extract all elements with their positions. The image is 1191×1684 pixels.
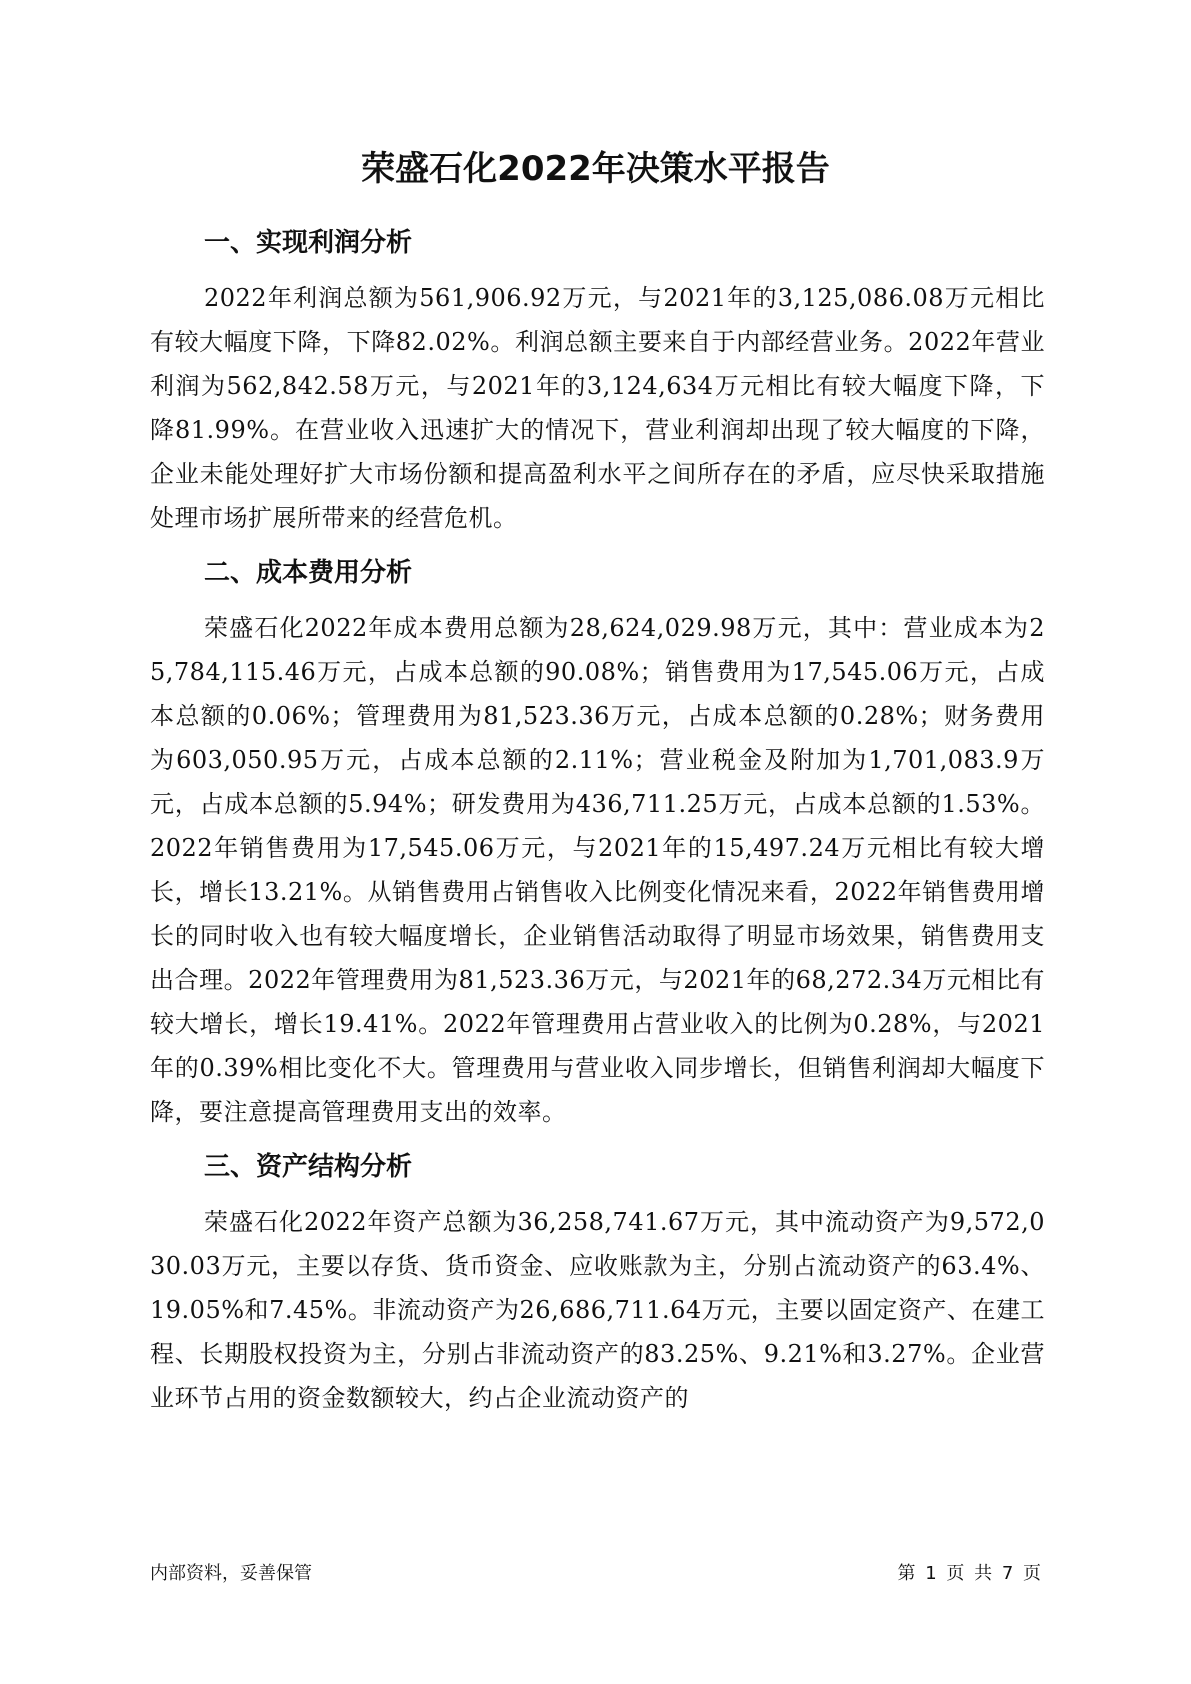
section-heading-profit: 一、实现利润分析 bbox=[204, 228, 413, 258]
footer-confidential-note: 内部资料，妥善保管 bbox=[150, 1563, 312, 1584]
section-paragraph-profit: 2022年利润总额为561,906.92万元，与2021年的3,125,086.08万元相比有较大幅度下降，下降82.02%。利润总额主要来自于内部经营业务。2022年营业利润为562,842.58万元，与2021年的3,124,634万元相比有较大幅度下降，下降81.99%。在营业收入迅速扩大的情况下，营业利润却出现了较大幅度的下降，企业未能处理好扩大市场份额和提高盈利水平之间所存在的矛盾，应尽快采取措施处理市场扩展所带来的经营危机。 bbox=[150, 284, 1045, 532]
section-heading-cost: 二、成本费用分析 bbox=[204, 558, 413, 588]
footer-page-number: 第 1 页 共 7 页 bbox=[897, 1563, 1041, 1584]
section-paragraph-cost: 荣盛石化2022年成本费用总额为28,624,029.98万元，其中：营业成本为25,784,115.46万元，占成本总额的90.08%；销售费用为17,545.06万元，占成本总额的0.06%；管理费用为81,523.36万元，占成本总额的0.28%；财务费用为603,050.95万元，占成本总额的2.11%；营业税金及附加为1,701,083.9万元，占成本总额的5.94%；研发费用为436,711.25万元，占成本总额的1.53%。2022年销售费用为17,545.06万元，与2021年的15,497.24万元相比有较大增长，增长13.21%。从销售费用占销售收入比例变化情况来看，2022年销售费用增长的同时收入也有较大幅度增长，企业销售活动取得了明显市场效果，销售费用支出合理。2022年管理费用为81,523.36万元，与2021年的68,272.34万元相比有较大增长，增长19.41%。2022年管理费用占营业收入的比例为0.28%，与2021年的0.39%相比变化不大。管理费用与营业收入同步增长，但销售利润却大幅度下降，要注意提高管理费用支出的效率。 bbox=[150, 614, 1045, 1126]
section-paragraph-assets: 荣盛石化2022年资产总额为36,258,741.67万元，其中流动资产为9,572,030.03万元，主要以存货、货币资金、应收账款为主，分别占流动资产的63.4%、19.05%和7.45%。非流动资产为26,686,711.64万元，主要以固定资产、在建工程、长期股权投资为主，分别占非流动资产的83.25%、9.21%和3.27%。企业营业环节占用的资金数额较大，约占企业流动资产的 bbox=[150, 1208, 1045, 1412]
document-title: 荣盛石化2022年决策水平报告 bbox=[361, 149, 830, 189]
section-heading-assets: 三、资产结构分析 bbox=[204, 1152, 413, 1182]
document-body bbox=[150, 222, 1045, 1432]
